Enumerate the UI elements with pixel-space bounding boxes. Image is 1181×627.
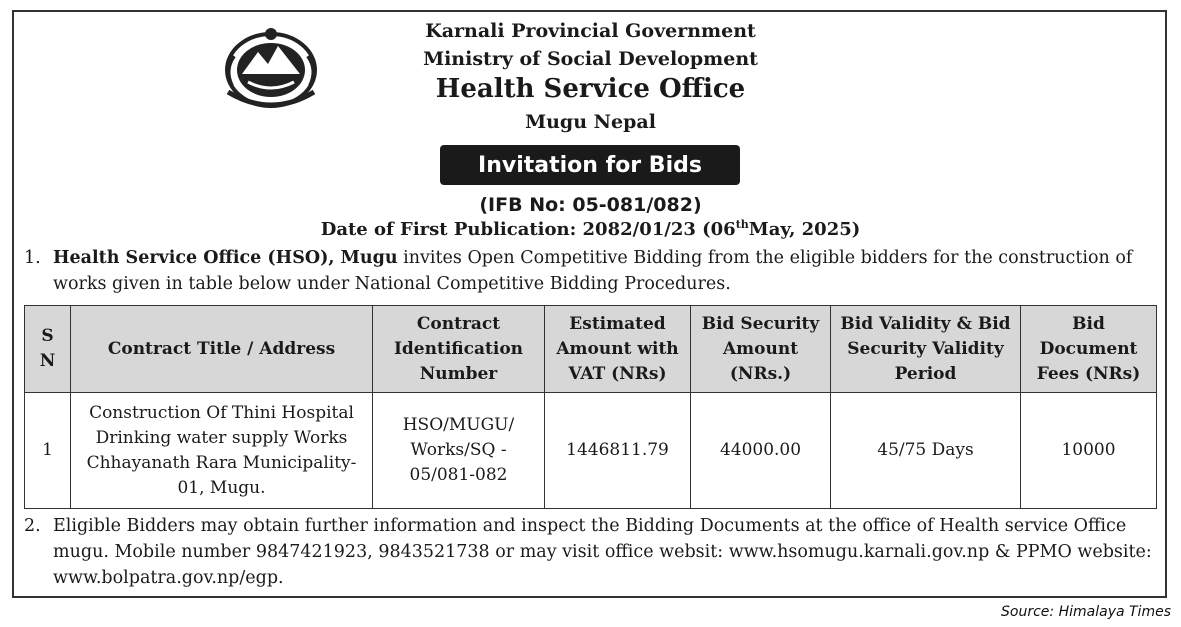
paragraph-1-number: 1. bbox=[24, 248, 41, 268]
paragraph-1-body: invites Open Competitive Bidding from the eligible bidders for the construction of works given in table below under National Competitive Bidding Procedures. bbox=[53, 248, 1133, 294]
col-fees-header: Bid Document Fees (NRs) bbox=[1021, 306, 1157, 393]
paragraph-1 bbox=[24, 245, 1164, 297]
ifb-number: (IFB No: 05-081/082) bbox=[479, 194, 702, 216]
source-credit: Source: Himalaya Times bbox=[1001, 604, 1171, 620]
publication-date-suffix: May, 2025) bbox=[748, 219, 861, 240]
paragraph-1-text bbox=[53, 245, 1164, 297]
col-sn-header: S N bbox=[25, 306, 71, 393]
col-validity-header: Bid Validity & Bid Security Validity Period bbox=[831, 306, 1021, 393]
bid-table bbox=[24, 305, 1157, 509]
cell-title: Construction Of Thini Hospital Drinking water supply Works Chhayanath Rara Municipality-01, Mugu. bbox=[71, 393, 373, 509]
header-ministry: Ministry of Social Development bbox=[423, 48, 758, 70]
publication-date-sup: th bbox=[735, 218, 749, 231]
paragraph-1-bold: Health Service Office (HSO), Mugu bbox=[53, 248, 398, 268]
col-security-header: Bid Security Amount (NRs.) bbox=[691, 306, 831, 393]
paragraph-2 bbox=[24, 513, 1164, 591]
paragraph-2-text: Eligible Bidders may obtain further information and inspect the Bidding Documents at the office of Health service Office mugu. Mobile number 9847421923, 9843521738 or may visit office websit: www.hsomugu.karnali.gov.np & PPMO website: www.bolpatra.gov.np/egp. bbox=[53, 516, 1152, 588]
table-header-row bbox=[25, 306, 1157, 393]
paragraph-2-number: 2. bbox=[24, 516, 41, 536]
col-amount-header: Estimated Amount with VAT (NRs) bbox=[545, 306, 691, 393]
table-row bbox=[25, 393, 1157, 509]
publication-date-prefix: Date of First Publication: 2082/01/23 (06 bbox=[320, 219, 736, 240]
col-contract-id-header: Contract Identification Number bbox=[373, 306, 545, 393]
col-title-header: Contract Title / Address bbox=[71, 306, 373, 393]
cell-sn: 1 bbox=[25, 393, 71, 509]
cell-contract-id: HSO/MUGU/ Works/SQ - 05/081-082 bbox=[373, 393, 545, 509]
header-government: Karnali Provincial Government bbox=[425, 20, 756, 42]
cell-fees: 10000 bbox=[1021, 393, 1157, 509]
header-location: Mugu Nepal bbox=[525, 111, 656, 133]
cell-security: 44000.00 bbox=[691, 393, 831, 509]
cell-validity: 45/75 Days bbox=[831, 393, 1021, 509]
publication-date bbox=[0, 218, 1181, 240]
header-office: Health Service Office bbox=[435, 74, 746, 104]
invitation-banner: Invitation for Bids bbox=[440, 145, 740, 185]
cell-amount: 1446811.79 bbox=[545, 393, 691, 509]
